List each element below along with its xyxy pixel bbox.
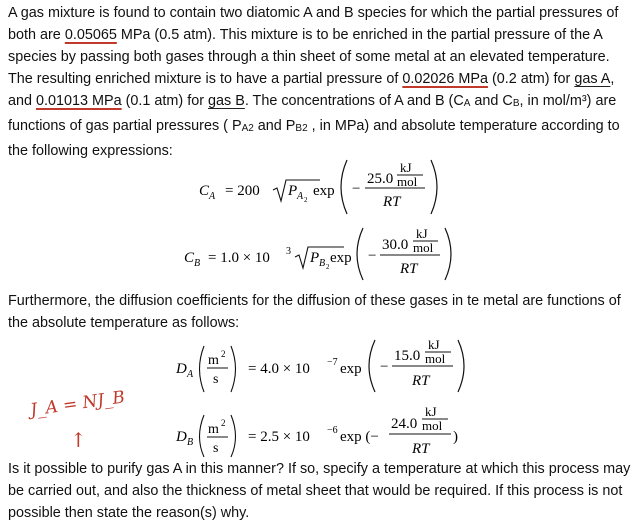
ca-lhs-sub: A (209, 191, 216, 202)
cb-p: P (310, 250, 320, 266)
cb-left-paren (357, 228, 363, 280)
underlined-gas-a: gas A (574, 71, 611, 87)
cb-exp10: 3 (286, 246, 291, 257)
db-unit-rparen (231, 415, 236, 457)
da-minus: − (380, 359, 389, 375)
cb-equals: = 1.0 × 10 (208, 250, 270, 266)
sub-a: A (463, 98, 471, 109)
db-den: RT (412, 441, 430, 457)
db-unit-lparen (200, 415, 205, 457)
cb-num-value: 30.0 (382, 237, 409, 253)
sub-b2: B2 (295, 123, 308, 134)
ca-num-value: 25.0 (367, 171, 394, 187)
sub-a2: A2 (241, 123, 254, 134)
ca-left-paren (341, 160, 347, 214)
intro-text-5: . The concentrations of A and B (C (244, 93, 464, 109)
db-unit-num: m (208, 422, 219, 437)
ca-unit-num: kJ (400, 160, 412, 175)
da-unit-den: s (213, 372, 219, 387)
da-unit-pow: 2 (221, 349, 226, 359)
da-exp: exp (340, 361, 362, 377)
handwritten-arrow-icon: ↑ (70, 428, 87, 452)
da-rhs: = 4.0 × 10 (248, 361, 310, 377)
cb-p-sub: B (319, 258, 326, 269)
intro-text-2: (0.2 atm) for (487, 71, 575, 87)
db-rhs: = 2.5 × 10 (248, 429, 310, 445)
da-num-value: 15.0 (394, 348, 421, 364)
da-e-unit-den: mol (425, 351, 446, 366)
cb-minus: − (368, 248, 377, 264)
equation-ca (195, 156, 445, 218)
db-e-unit-den: mol (422, 418, 443, 433)
intro-text-3: , and (8, 71, 615, 109)
cb-right-paren (445, 228, 451, 280)
ca-minus: − (352, 181, 361, 197)
db-unit-pow: 2 (221, 418, 226, 428)
da-right-paren (458, 340, 464, 392)
underlined-value-1: 0.05065 (64, 27, 117, 43)
intro-text-4: (0.1 atm) for (121, 93, 208, 109)
db-close: ) (453, 429, 458, 445)
db-unit-den: s (213, 441, 219, 456)
intro-text-1b: MPa (0.5 atm). This mixture is to be enriched in the partial pressure of the A species by passing both gases through a thin sheet of some metal at an elevated temperature. The resulting enriched mixture is to have a partial pressure of (8, 27, 610, 87)
da-exp10: −7 (327, 357, 338, 368)
ca-right-paren (431, 160, 437, 214)
db-lhs: D (176, 429, 187, 445)
db-exp10: −6 (327, 425, 338, 436)
db-num-value: 24.0 (391, 416, 418, 432)
ca-den: RT (383, 194, 401, 210)
da-lhs-sub: A (187, 369, 194, 380)
cb-lhs: C (184, 250, 195, 266)
db-exp: exp (− (340, 429, 379, 445)
ca-equals: = 200 (225, 183, 260, 199)
cb-exp: exp (330, 250, 352, 266)
intro-text-1: A gas mixture is found to contain two diatomic A and B species for which the partial pressures of both are (8, 5, 619, 43)
da-unit-lparen (200, 346, 205, 392)
intro-text-6: and C (470, 93, 513, 109)
da-e-unit-num: kJ (428, 337, 440, 352)
equation-cb (180, 224, 460, 284)
db-e-unit-num: kJ (425, 404, 437, 419)
equation-da (172, 336, 472, 396)
sub-b: B (512, 98, 520, 109)
intro-text-8: and P (253, 118, 296, 134)
handwritten-note: J_A = NJ_B (29, 387, 127, 421)
cb-lhs-sub: B (194, 258, 201, 269)
da-left-paren (369, 340, 375, 392)
ca-p-sub: A (297, 191, 304, 202)
cb-den: RT (400, 261, 418, 277)
da-unit-num: m (208, 353, 219, 368)
ca-lhs: C (199, 183, 210, 199)
underlined-value-3: 0.01013 MPa (36, 93, 122, 109)
underlined-value-2: 0.02026 MPa (402, 71, 488, 87)
da-unit-rparen (231, 346, 236, 392)
cb-unit-num: kJ (416, 226, 428, 241)
question-paragraph: Is it possible to purify gas A in this manner? If so, specify a temperature at which this process may be carried out, and also the thickness of metal sheet that would be required. If this process is not possible then state the reason(s) why. (8, 461, 631, 521)
cb-unit-den: mol (413, 240, 434, 255)
mid-paragraph: Furthermore, the diffusion coefficients for the diffusion of these gases in te metal are functions of the absolute temperature as follows: (8, 293, 621, 331)
db-lhs-sub: B (187, 437, 194, 448)
equation-db (172, 403, 472, 459)
ca-p: P (288, 183, 298, 199)
ca-p-subsub: 2 (304, 196, 308, 204)
intro-text-9: , in MPa) and absolute temperature according to the following expressions: (8, 118, 620, 159)
da-lhs: D (176, 361, 187, 377)
da-den: RT (412, 373, 430, 389)
cb-p-subsub: 2 (326, 263, 330, 271)
intro-paragraph (8, 2, 632, 162)
intro-text-7: , in mol/m³) are functions of gas partial pressures ( P (8, 93, 617, 134)
ca-unit-den: mol (397, 174, 418, 189)
underlined-gas-b: gas B (208, 93, 245, 109)
ca-exp: exp (313, 183, 335, 199)
